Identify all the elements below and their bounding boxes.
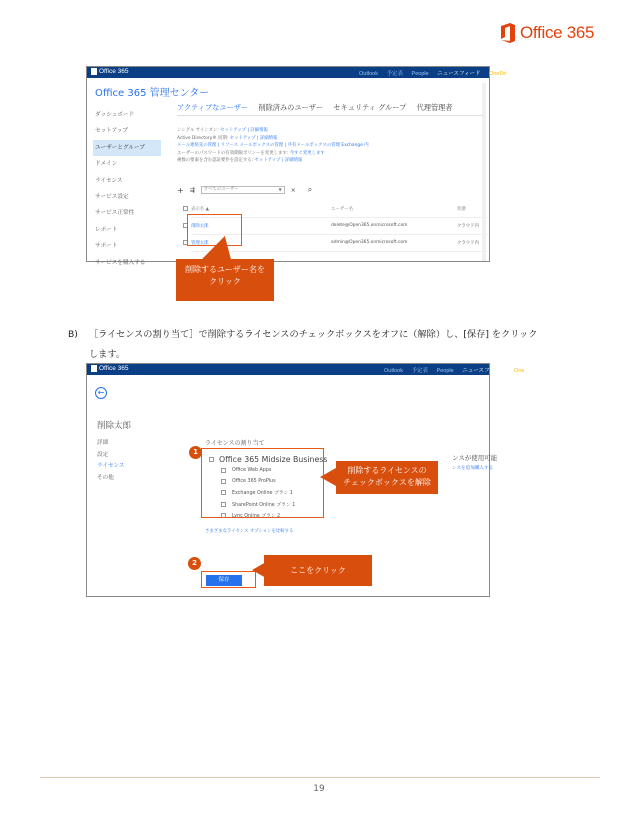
callout-click-here: ここをクリック bbox=[264, 555, 372, 586]
nav-people[interactable]: People bbox=[411, 71, 429, 77]
info-line-password bbox=[177, 150, 487, 158]
tab-delegated-admins[interactable]: 代理管理者 bbox=[416, 103, 453, 112]
nav-calendar[interactable]: 予定表 bbox=[386, 71, 404, 77]
nav-newsfeed[interactable]: ニュースフィード bbox=[462, 368, 506, 374]
user-status: クラウド内 bbox=[457, 224, 479, 229]
callout-line: 削除するライセンスの bbox=[347, 466, 427, 475]
info-link[interactable]: セットアップ | 詳細情報 bbox=[229, 135, 278, 141]
footer-divider bbox=[40, 777, 600, 778]
info-link[interactable]: セットアップ | 詳細情報 bbox=[254, 158, 303, 163]
user-toolbar bbox=[177, 185, 312, 195]
topbar-nav bbox=[377, 366, 524, 374]
step-label: B) bbox=[68, 329, 78, 340]
nav-people[interactable]: People bbox=[436, 368, 454, 374]
nav-calendar[interactable]: 予定表 bbox=[411, 368, 429, 374]
select-all-checkbox[interactable] bbox=[183, 206, 188, 211]
info-link[interactable]: セットアップ | 詳細情報 bbox=[220, 128, 268, 133]
nav-onedrive[interactable]: One bbox=[514, 368, 525, 374]
callout-line: 削除するユーザー名を bbox=[185, 265, 265, 274]
user-principal-name: admin@Open365.onmicrosoft.com bbox=[331, 240, 408, 245]
tab-active-users[interactable]: アクティブなユーザー bbox=[177, 103, 249, 112]
compare-options-link[interactable]: さまざまなライセンス オプションを比較する bbox=[205, 529, 294, 534]
sidebar-item-domains[interactable]: ドメイン bbox=[95, 161, 118, 168]
topbar-logo bbox=[91, 365, 129, 372]
nav-outlook[interactable]: Outlook bbox=[359, 71, 378, 77]
info-text: ユーザーのパスワードの有効期限ポリシーを変更します: bbox=[177, 150, 289, 156]
sidebar-item-purchase[interactable]: サービスを購入する bbox=[95, 259, 146, 266]
buy-more-link[interactable]: ンスを追加購入する bbox=[452, 466, 494, 471]
user-tabs bbox=[177, 103, 461, 113]
topbar-logo-text: Office 365 bbox=[99, 68, 129, 75]
sidebar-item-other[interactable]: その他 bbox=[97, 474, 114, 481]
info-links bbox=[177, 127, 487, 165]
sidebar-item-dashboard[interactable]: ダッシュボード bbox=[95, 112, 135, 118]
sidebar-item-service-health[interactable]: サービス正常性 bbox=[95, 210, 135, 217]
callout-line: クリック bbox=[209, 277, 241, 286]
info-link[interactable]: メール連絡先の管理 | リソース メールボックスの管理 | 共有メールボックスの管理 Exchange 内 bbox=[177, 143, 369, 148]
sidebar-item-service-settings[interactable]: サービス設定 bbox=[95, 193, 129, 200]
sidebar-item-users-groups[interactable]: ユーザーとグループ bbox=[93, 140, 161, 156]
callout-uncheck-license bbox=[336, 461, 438, 494]
step-badge-2: 2 bbox=[188, 557, 201, 570]
callout-line: チェックボックスを解除 bbox=[343, 478, 431, 487]
info-text: 複数の要素を含む認証要件を設定する: bbox=[177, 158, 254, 163]
info-text: シングル サインオン: bbox=[177, 128, 219, 133]
user-principal-name: delete@Open365.onmicrosoft.com bbox=[331, 223, 408, 228]
user-status: クラウド内 bbox=[457, 241, 479, 246]
topbar-nav bbox=[352, 69, 506, 77]
bulk-add-icon[interactable]: ⇶ bbox=[189, 186, 195, 194]
sidebar-item-details[interactable]: 詳細 bbox=[97, 440, 109, 446]
sidebar-item-settings[interactable]: 設定 bbox=[97, 451, 109, 458]
license-label: Office Web Apps bbox=[232, 468, 272, 474]
sidebar-item-reports[interactable]: レポート bbox=[95, 226, 118, 233]
sidebar-item-licenses[interactable]: ライセンス bbox=[97, 463, 125, 469]
callout-click-user bbox=[176, 259, 274, 301]
licenses-available-text: ンスが使用可能 bbox=[452, 454, 498, 462]
add-user-icon[interactable]: + bbox=[177, 185, 184, 195]
info-line-mfa bbox=[177, 157, 487, 165]
top-bar bbox=[87, 364, 525, 375]
nav-onedrive[interactable]: OneDri bbox=[489, 71, 507, 77]
info-text: Active Directory® 同期: bbox=[177, 135, 229, 141]
user-sidebar bbox=[97, 438, 124, 484]
clear-filter-icon[interactable]: × bbox=[290, 186, 296, 194]
license-label: Exchange Online プラン 1 bbox=[232, 491, 293, 497]
callout-pointer bbox=[320, 468, 336, 486]
user-name-link[interactable]: 管理太郎 bbox=[191, 241, 209, 246]
step-b-line bbox=[68, 325, 608, 345]
scrollbar[interactable] bbox=[482, 83, 486, 261]
user-filter-select[interactable] bbox=[201, 186, 285, 194]
step-text-continued: します。 bbox=[89, 349, 126, 360]
topbar-logo-text: Office 365 bbox=[99, 365, 129, 372]
sidebar bbox=[95, 107, 165, 271]
page-title: Office 365 管理センター bbox=[95, 88, 210, 99]
top-bar bbox=[87, 67, 507, 78]
sidebar-item-setup[interactable]: セットアップ bbox=[95, 128, 129, 135]
info-link[interactable]: 今すぐ変更します bbox=[289, 150, 325, 156]
chevron-down-icon: ▼ bbox=[278, 187, 282, 192]
topbar-logo bbox=[91, 68, 129, 75]
sidebar-item-licenses[interactable]: ライセンス bbox=[95, 177, 123, 184]
info-line-ad-sync bbox=[177, 135, 487, 143]
page-number: 19 bbox=[313, 784, 325, 794]
license-label: Office 365 ProPlus bbox=[232, 479, 276, 485]
tab-divider bbox=[177, 115, 485, 116]
highlight-save-button bbox=[201, 571, 256, 588]
search-icon[interactable]: ⌕ bbox=[307, 185, 313, 194]
header-user-name[interactable]: ユーザー名 bbox=[331, 207, 353, 212]
info-line-mail bbox=[177, 142, 487, 150]
office-square-icon bbox=[91, 68, 97, 75]
license-label: Lync Online プラン 2 bbox=[232, 513, 281, 519]
license-label: SharePoint Online プラン 1 bbox=[232, 502, 296, 508]
license-main-label: Office 365 Midsize Business bbox=[219, 454, 328, 464]
filter-value: すべてのユーザー bbox=[203, 187, 239, 192]
office-logo-icon bbox=[500, 23, 516, 43]
nav-outlook[interactable]: Outlook bbox=[384, 368, 403, 374]
tab-deleted-users[interactable]: 削除済みのユーザー bbox=[258, 103, 324, 112]
office-square-icon bbox=[91, 365, 97, 372]
step-b-instruction bbox=[68, 325, 608, 365]
header-status[interactable]: 状態 bbox=[457, 207, 466, 212]
back-arrow-icon[interactable]: ← bbox=[95, 387, 107, 399]
user-display-name: 削除太郎 bbox=[97, 421, 132, 431]
user-name-link[interactable]: 削除太郎 bbox=[191, 224, 209, 229]
step-badge-1: 1 bbox=[189, 446, 202, 459]
logo-text: Office 365 bbox=[520, 23, 595, 42]
save-button[interactable]: 保存 bbox=[206, 575, 242, 586]
nav-newsfeed[interactable]: ニュースフィード bbox=[437, 71, 481, 77]
info-line-sso bbox=[177, 127, 487, 135]
step-text: ［ライセンスの割り当て］で削除するライセンスのチェックボックスをオフに（解除）し、[保存] をクリック bbox=[89, 329, 538, 340]
office365-logo bbox=[500, 22, 605, 44]
sidebar-item-support[interactable]: サポート bbox=[95, 243, 118, 250]
tab-security-groups[interactable]: セキュリティ グループ bbox=[333, 103, 407, 112]
section-title: ライセンスの割り当て bbox=[205, 440, 265, 447]
highlight-license-checkboxes bbox=[201, 448, 324, 518]
header-display-name[interactable]: 表示名 ▲ bbox=[191, 207, 209, 212]
admin-center-screenshot bbox=[86, 66, 507, 266]
